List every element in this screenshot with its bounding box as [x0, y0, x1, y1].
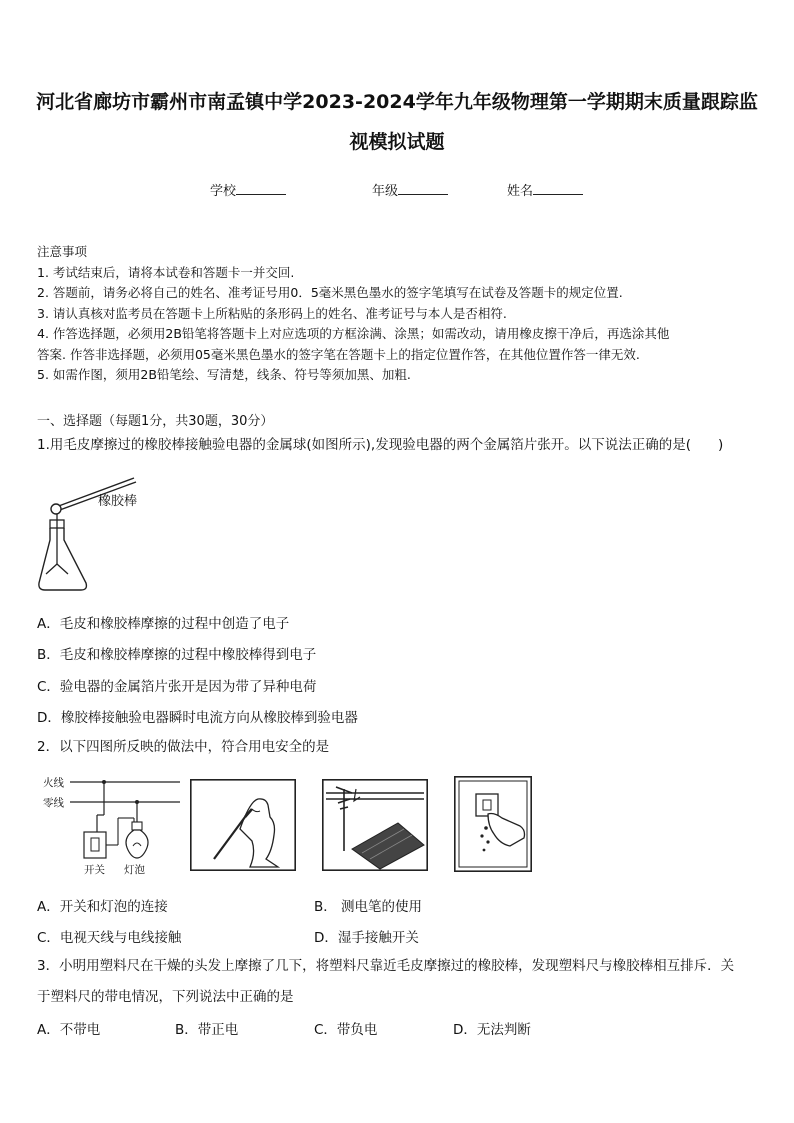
school-blank[interactable]	[236, 180, 286, 195]
question-3-option-c[interactable]: C．带负电	[314, 1022, 378, 1038]
live-wire-label: 火线	[43, 777, 64, 789]
question-2-option-a[interactable]: A．开关和灯泡的连接	[37, 899, 168, 915]
name-field[interactable]	[507, 180, 583, 199]
page-title-line2: 视模拟试题	[349, 131, 445, 153]
name-label: 姓名	[507, 184, 534, 199]
notice-item: 3. 请认真核对监考员在答题卡上所粘贴的条形码上的姓名、准考证号与本人是否相符.	[37, 305, 507, 321]
wet-hand-figure	[454, 776, 532, 872]
notice-item: 1. 考试结束后，请将本试卷和答题卡一并交回.	[37, 264, 295, 280]
question-1-option-a[interactable]: A．毛皮和橡胶棒摩擦的过程中创造了电子	[37, 616, 290, 632]
neutral-wire-label: 零线	[43, 797, 64, 809]
question-2-stem: 2．以下四图所反映的做法中，符合用电安全的是	[37, 739, 330, 755]
question-1-option-d[interactable]: D．橡胶棒接触验电器瞬时电流方向从橡胶棒到验电器	[37, 710, 358, 726]
name-blank[interactable]	[533, 180, 583, 195]
question-1-option-b[interactable]: B．毛皮和橡胶棒摩擦的过程中橡胶棒得到电子	[37, 647, 317, 663]
bulb	[126, 830, 148, 858]
section-title: 一、选择题（每题1分，共30题，30分）	[37, 414, 274, 429]
notice-block	[37, 242, 757, 386]
notice-heading: 注意事项	[37, 244, 88, 259]
flask	[39, 528, 87, 590]
question-2-option-b[interactable]: B． 测电笔的使用	[314, 899, 423, 915]
question-3-stem-line1: 3．小明用塑料尺在干燥的头发上摩擦了几下，将塑料尺靠近毛皮摩擦过的橡胶棒，发现塑料尺与橡胶棒相互排斥．关	[37, 958, 735, 974]
rubber-rod-label: 橡胶棒	[98, 494, 138, 509]
grade-field[interactable]	[372, 180, 448, 199]
page-title-line1: 河北省廊坊市霸州市南孟镇中学2023-2024学年九年级物理第一学期期末质量跟踪监	[36, 91, 758, 113]
question-3-option-d[interactable]: D．无法判断	[453, 1022, 531, 1038]
test-pen-figure	[190, 779, 296, 871]
grade-label: 年级	[372, 184, 399, 199]
question-2-option-d[interactable]: D．湿手接触开关	[314, 930, 419, 946]
antenna-figure	[322, 779, 428, 871]
school-field[interactable]	[210, 180, 286, 199]
notice-item: 答案. 作答非选择题，必须用05毫米黑色墨水的签字笔在答题卡上的指定位置作答，在其他位置作答一律无效.	[37, 346, 640, 362]
bulb-label: 灯泡	[124, 864, 145, 876]
electroscope-figure	[36, 470, 146, 595]
question-3-stem-line2: 于塑料尺的带电情况，下列说法中正确的是	[37, 989, 294, 1005]
question-3-option-a[interactable]: A．不带电	[37, 1022, 101, 1038]
notice-item: 2. 答题前，请务必将自己的姓名、准考证号用0．5毫米黑色墨水的签字笔填写在试卷及答题卡的规定位置.	[37, 285, 623, 300]
grade-blank[interactable]	[398, 180, 448, 195]
switch-label: 开关	[84, 864, 105, 876]
question-1-stem: 1.用毛皮摩擦过的橡胶棒接触验电器的金属球(如图所示),发现验电器的两个金属箔片张开。以下说法正确的是( )	[37, 437, 724, 453]
question-1-option-c[interactable]: C．验电器的金属箔片张开是因为带了异种电荷	[37, 679, 317, 695]
metal-ball	[51, 504, 61, 514]
school-label: 学校	[210, 184, 237, 199]
notice-item: 4. 作答选择题，必须用2B铅笔将答题卡上对应选项的方框涂满、涂黑；如需改动，请用橡皮擦干净后，再选涂其他	[37, 326, 670, 341]
question-2-option-c[interactable]: C．电视天线与电线接触	[37, 930, 182, 946]
notice-item: 5. 如需作图，须用2B铅笔绘、写清楚，线条、符号等须加黑、加粗.	[37, 367, 411, 382]
question-3-option-b[interactable]: B．带正电	[175, 1022, 239, 1038]
metal-foils	[46, 564, 68, 574]
